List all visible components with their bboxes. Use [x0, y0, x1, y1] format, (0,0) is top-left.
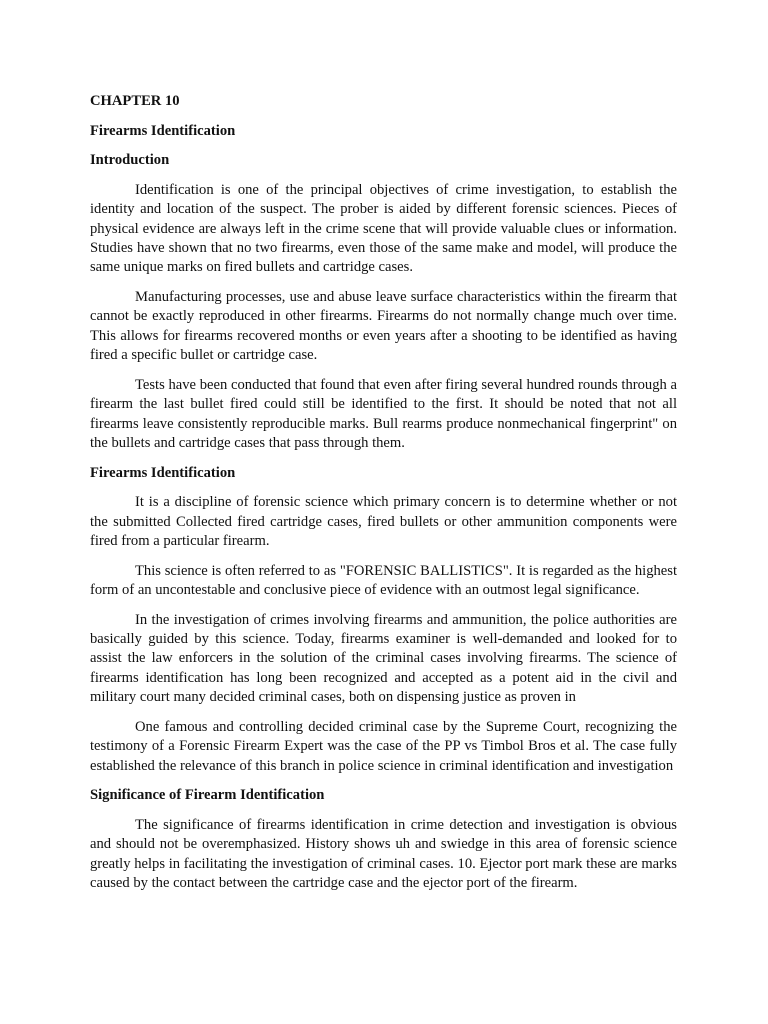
- section-heading-significance: Significance of Firearm Identification: [90, 787, 325, 804]
- chapter-number: CHAPTER 10: [90, 93, 180, 109]
- paragraph: It is a discipline of forensic science which primary concern is to determine whether or not the submitted Collected fired cartridge cases, fired bullets or other ammunition components were fired from a particular firearm.: [90, 494, 677, 550]
- paragraph: Tests have been conducted that found that even after firing several hundred rounds through a firearm the last bullet fired could still be identified to the first. It should be noted that not all firearms leave consistently reproducible marks. Bull rearms produce nonmechanical fingerprint" on the bullets and cartridge cases that pass through them.: [90, 376, 677, 452]
- document-page: [90, 92, 677, 904]
- paragraph: The significance of firearms identification in crime detection and investigation is obvious and should not be overemphasized. History shows uh and swiedge in this area of forensic science greatly helps in facilitating the investigation of criminal cases. 10. Ejector port mark these are marks caused by the contact between the cartridge case and the ejector port of the firearm.: [90, 816, 677, 892]
- paragraph: Manufacturing processes, use and abuse leave surface characteristics within the firearm that cannot be exactly reproduced in other firearms. Firearms do not normally change much over time. This allows for firearms recovered months or even years after a shooting to be identified as having fired a specific bullet or cartridge case.: [90, 289, 677, 364]
- paragraph: This science is often referred to as "FORENSIC BALLISTICS". It is regarded as the highest form of an uncontestable and conclusive piece of evidence with an outmost legal significance.: [90, 562, 677, 599]
- chapter-title: Firearms Identification: [90, 122, 236, 139]
- paragraph: In the investigation of crimes involving firearms and ammunition, the police authorities are basically guided by this science. Today, firearms examiner is well-demanded and looked for to assist the law enforcers in the solution of the criminal cases involving firearms. The science of firearms identification has long been recognized and accepted as a potent aid in the civil and military court many decided criminal cases, both on dispensing justice as proven in: [90, 611, 677, 706]
- paragraph: Identification is one of the principal objectives of crime investigation, to establish the identity and location of the suspect. The prober is aided by different forensic sciences. Pieces of physical evidence are always left in the crime scene that will provide valuable clues or information. Studies have shown that no two firearms, even those of the same make and model, will produce the same unique marks on fired bullets and cartridge cases.: [90, 181, 677, 276]
- section-heading-firearms-identification: Firearms Identification: [90, 464, 236, 481]
- section-heading-introduction: Introduction: [90, 152, 170, 169]
- paragraph: One famous and controlling decided criminal case by the Supreme Court, recognizing the testimony of a Forensic Firearm Expert was the case of the PP vs Timbol Bros et al. The case fully established the relevance of this branch in police science in criminal identification and investigation: [90, 718, 677, 774]
